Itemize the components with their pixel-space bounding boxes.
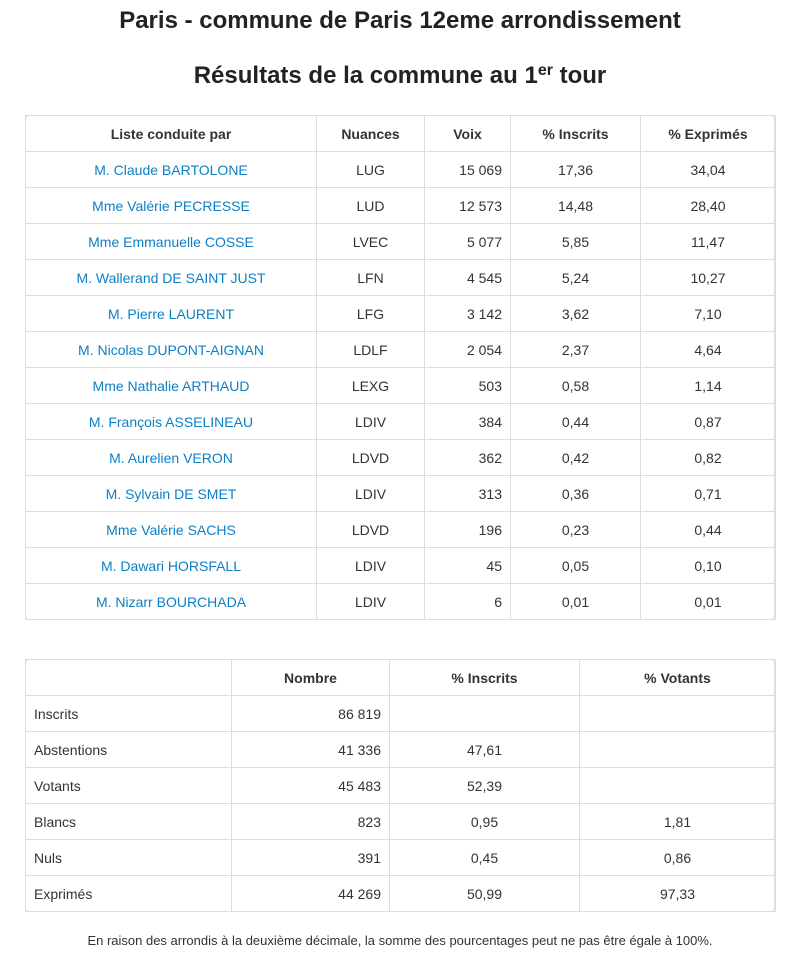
candidate-link[interactable]: M. Claude BARTOLONE [94, 161, 248, 178]
voix-cell: 313 [425, 476, 511, 512]
nuance-cell: LDIV [317, 476, 425, 512]
pct-exprimes-cell: 0,01 [641, 584, 776, 620]
nombre-cell: 44 269 [232, 876, 390, 912]
voix-cell: 384 [425, 404, 511, 440]
voix-cell: 12 573 [425, 188, 511, 224]
pct-inscrits-cell: 2,37 [511, 332, 641, 368]
nuance-cell: LUD [317, 188, 425, 224]
table-row [26, 476, 776, 512]
pct-exprimes-cell: 28,40 [641, 188, 776, 224]
pct-exprimes-cell: 0,87 [641, 404, 776, 440]
pct-inscrits-cell: 0,05 [511, 548, 641, 584]
pct-inscrits-cell: 50,99 [390, 876, 580, 912]
table-row [26, 368, 776, 404]
candidate-cell [26, 512, 317, 548]
label-cell: Exprimés [26, 876, 232, 912]
pct-inscrits-cell: 17,36 [511, 152, 641, 188]
table-row [26, 224, 776, 260]
table-row [26, 840, 776, 876]
nuance-cell: LDLF [317, 332, 425, 368]
candidate-link[interactable]: M. Dawari HORSFALL [100, 557, 242, 574]
label-cell: Abstentions [26, 732, 232, 768]
voix-cell: 196 [425, 512, 511, 548]
table-row [26, 512, 776, 548]
nuance-cell: LDIV [317, 404, 425, 440]
pct-exprimes-cell: 11,47 [641, 224, 776, 260]
voix-cell: 6 [425, 584, 511, 620]
table-row [26, 804, 776, 840]
candidate-link[interactable]: M. Aurelien VERON [109, 449, 233, 466]
table-row [26, 188, 776, 224]
candidate-cell [26, 440, 317, 476]
voix-cell: 2 054 [425, 332, 511, 368]
table-row [26, 876, 776, 912]
table-row [26, 732, 776, 768]
pct-exprimes-cell: 4,64 [641, 332, 776, 368]
pct-inscrits-cell: 47,61 [390, 732, 580, 768]
nombre-cell: 41 336 [232, 732, 390, 768]
pct-inscrits-cell [390, 696, 580, 732]
label-cell: Inscrits [26, 696, 232, 732]
table-row [26, 548, 776, 584]
subtitle-text: Résultats de la commune au 1 [193, 62, 538, 89]
candidate-cell [26, 368, 317, 404]
candidate-cell [26, 476, 317, 512]
rounding-note: En raison des arrondis à la deuxième décimale, la somme des pourcentages peut ne pas être égale à 100%. [87, 933, 713, 948]
pct-exprimes-cell: 34,04 [641, 152, 776, 188]
header-pct-inscrits-2: % Inscrits [390, 660, 580, 696]
pct-inscrits-cell: 0,01 [511, 584, 641, 620]
pct-inscrits-cell: 0,58 [511, 368, 641, 404]
candidate-cell [26, 404, 317, 440]
header-pct-inscrits: % Inscrits [511, 116, 641, 152]
nuance-cell: LDVD [317, 440, 425, 476]
nuance-cell: LDIV [317, 584, 425, 620]
candidate-link[interactable]: Mme Nathalie ARTHAUD [92, 377, 250, 394]
pct-exprimes-cell: 0,82 [641, 440, 776, 476]
pct-inscrits-cell: 0,45 [390, 840, 580, 876]
table-row [26, 332, 776, 368]
pct-inscrits-cell: 52,39 [390, 768, 580, 804]
candidate-link[interactable]: M. Pierre LAURENT [107, 305, 235, 322]
candidate-cell [26, 260, 317, 296]
table-row [26, 404, 776, 440]
pct-inscrits-cell: 0,95 [390, 804, 580, 840]
pct-exprimes-cell: 10,27 [641, 260, 776, 296]
pct-exprimes-cell: 7,10 [641, 296, 776, 332]
candidate-link[interactable]: Mme Emmanuelle COSSE [88, 233, 254, 250]
table-row [26, 152, 776, 188]
candidate-link[interactable]: M. Sylvain DE SMET [105, 485, 237, 502]
nuance-cell: LFG [317, 296, 425, 332]
label-cell: Blancs [26, 804, 232, 840]
pct-inscrits-cell: 0,36 [511, 476, 641, 512]
candidate-link[interactable]: M. Nicolas DUPONT-AIGNAN [78, 341, 264, 358]
header-voix: Voix [425, 116, 511, 152]
pct-votants-cell [580, 696, 776, 732]
nuance-cell: LFN [317, 260, 425, 296]
pct-inscrits-cell: 0,23 [511, 512, 641, 548]
table-row [26, 296, 776, 332]
pct-votants-cell: 1,81 [580, 804, 776, 840]
participation-header-row [26, 660, 776, 696]
voix-cell: 45 [425, 548, 511, 584]
table-row [26, 260, 776, 296]
header-liste: Liste conduite par [26, 116, 317, 152]
candidate-link[interactable]: Mme Valérie PECRESSE [92, 197, 250, 214]
pct-exprimes-cell: 1,14 [641, 368, 776, 404]
candidate-link[interactable]: M. Nizarr BOURCHADA [95, 593, 247, 610]
nombre-cell: 391 [232, 840, 390, 876]
pct-votants-cell: 97,33 [580, 876, 776, 912]
pct-votants-cell [580, 732, 776, 768]
nuance-cell: LDVD [317, 512, 425, 548]
nombre-cell: 86 819 [232, 696, 390, 732]
nuance-cell: LEXG [317, 368, 425, 404]
pct-inscrits-cell: 5,24 [511, 260, 641, 296]
candidate-cell [26, 296, 317, 332]
pct-exprimes-cell: 0,71 [641, 476, 776, 512]
results-subtitle [0, 61, 800, 91]
results-table [25, 115, 776, 620]
voix-cell: 4 545 [425, 260, 511, 296]
table-row [26, 440, 776, 476]
voix-cell: 15 069 [425, 152, 511, 188]
table-row [26, 768, 776, 804]
candidate-cell [26, 188, 317, 224]
pct-votants-cell [580, 768, 776, 804]
nombre-cell: 823 [232, 804, 390, 840]
header-nombre: Nombre [232, 660, 390, 696]
candidate-cell [26, 548, 317, 584]
voix-cell: 5 077 [425, 224, 511, 260]
header-pct-exprimes: % Exprimés [641, 116, 776, 152]
header-nuances: Nuances [317, 116, 425, 152]
participation-table [25, 659, 776, 912]
candidate-link[interactable]: M. François ASSELINEAU [88, 413, 254, 430]
table-row [26, 584, 776, 620]
header-empty [26, 660, 232, 696]
header-pct-votants: % Votants [580, 660, 776, 696]
nombre-cell: 45 483 [232, 768, 390, 804]
results-header-row [26, 116, 776, 152]
label-cell: Votants [26, 768, 232, 804]
pct-votants-cell: 0,86 [580, 840, 776, 876]
nuance-cell: LVEC [317, 224, 425, 260]
pct-exprimes-cell: 0,44 [641, 512, 776, 548]
candidate-cell [26, 332, 317, 368]
pct-exprimes-cell: 0,10 [641, 548, 776, 584]
candidate-link[interactable]: Mme Valérie SACHS [106, 521, 236, 538]
candidate-cell [26, 224, 317, 260]
candidate-cell [26, 152, 317, 188]
voix-cell: 503 [425, 368, 511, 404]
pct-inscrits-cell: 3,62 [511, 296, 641, 332]
nuance-cell: LUG [317, 152, 425, 188]
nuance-cell: LDIV [317, 548, 425, 584]
candidate-cell [26, 584, 317, 620]
voix-cell: 362 [425, 440, 511, 476]
pct-inscrits-cell: 0,42 [511, 440, 641, 476]
table-row [26, 696, 776, 732]
voix-cell: 3 142 [425, 296, 511, 332]
subtitle-superscript: er [537, 62, 553, 79]
page-title: Paris - commune de Paris 12eme arrondissement [119, 7, 681, 34]
pct-inscrits-cell: 14,48 [511, 188, 641, 224]
label-cell: Nuls [26, 840, 232, 876]
pct-inscrits-cell: 5,85 [511, 224, 641, 260]
pct-inscrits-cell: 0,44 [511, 404, 641, 440]
subtitle-suffix: tour [552, 62, 607, 89]
candidate-link[interactable]: M. Wallerand DE SAINT JUST [76, 269, 266, 286]
